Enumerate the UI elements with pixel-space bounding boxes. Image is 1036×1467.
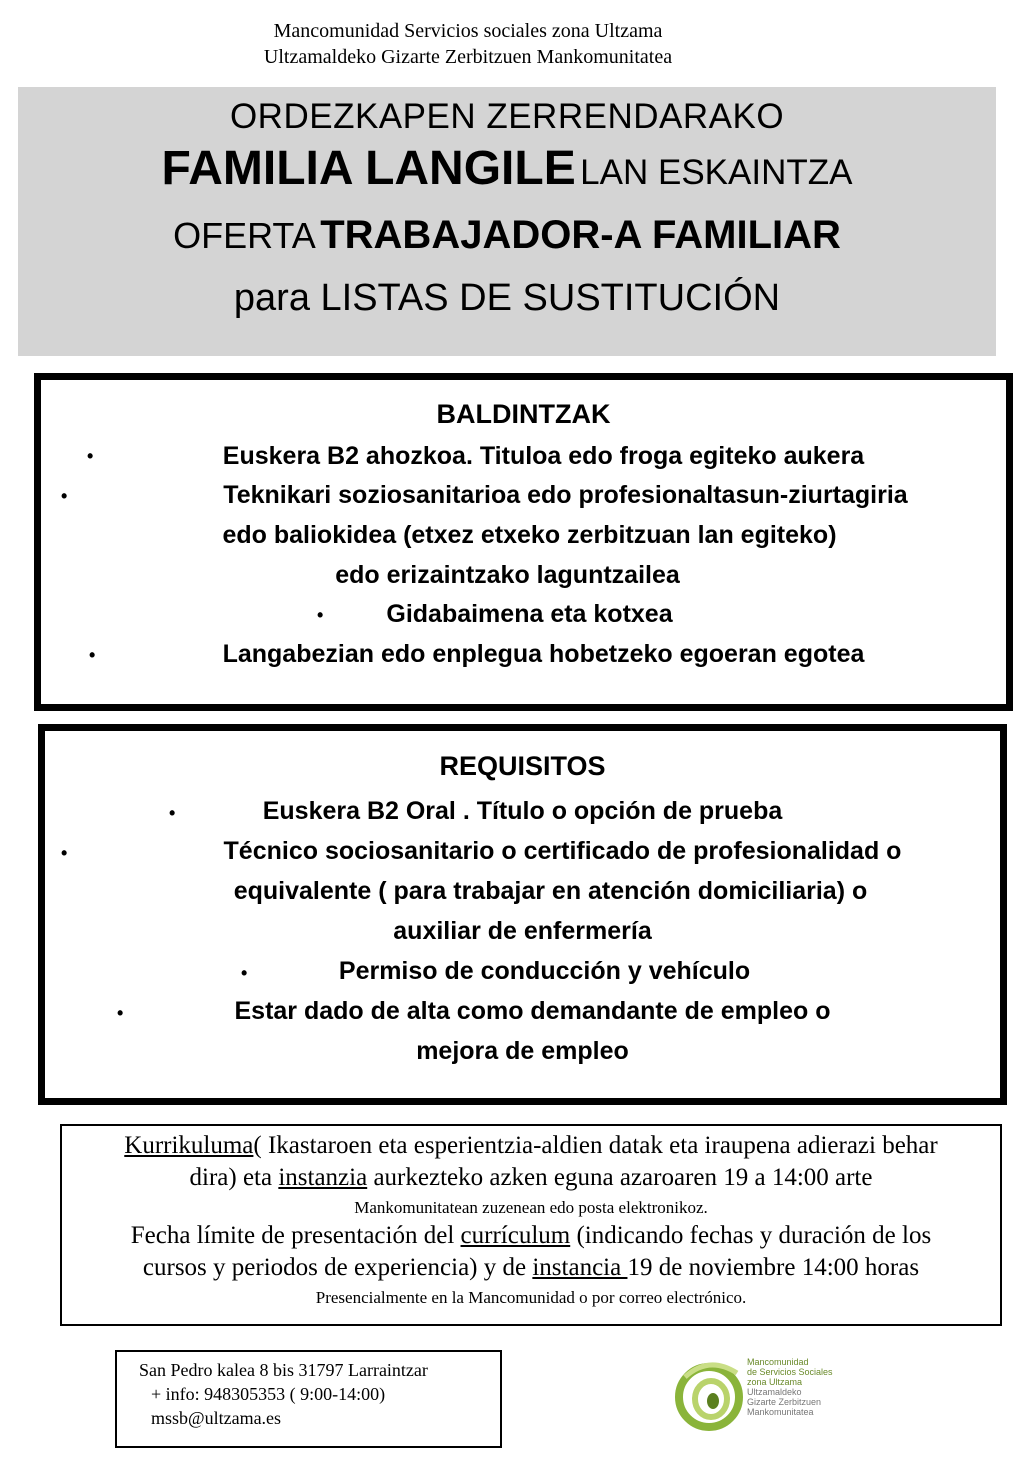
org-name-eu: Ultzamaldeko Gizarte Zerbitzuen Mankomunitatea (263, 46, 673, 68)
mancomunidad-logo (675, 1355, 855, 1435)
logo-text: Mancomunidad de Servicios Sociales zona Ultzama Ultzamaldeko Gizarte Zerbitzuen Mankomunitatea (747, 1357, 833, 1417)
bullet-icon: • (169, 803, 176, 823)
requisitos-item: Técnico sociosanitario o certificado de profesionalidad o (223, 837, 902, 865)
banner-offer-es: OFERTA (173, 215, 316, 256)
contact-email[interactable]: mssb@ultzama.es (151, 1408, 282, 1428)
cv-term-es: currículum (460, 1222, 571, 1249)
baldintzak-item: Euskera B2 ahozkoa. Tituloa edo froga egiteko aukera (222, 442, 865, 470)
contact-address: San Pedro kalea 8 bis 31797 Larraintzar (139, 1360, 428, 1380)
deadline-eu-note: Mankomunitatean zuzenean edo posta elektronikoz. (354, 1198, 708, 1217)
bullet-icon: • (89, 645, 96, 665)
requisitos-item: Euskera B2 Oral . Título o opción de prueba (262, 797, 783, 825)
banner-line-2 (18, 141, 996, 196)
baldintzak-item: Teknikari soziosanitarioa edo profesionaltasun-ziurtagiria (223, 481, 908, 509)
requisitos-title: REQUISITOS (439, 751, 606, 781)
baldintzak-item: Langabezian edo enplegua hobetzeko egoeran egotea (222, 640, 865, 668)
logo-swirl-icon (675, 1355, 749, 1435)
requisitos-item: mejora de empleo (416, 1037, 629, 1065)
requisitos-item: Permiso de conducción y vehículo (338, 957, 751, 985)
bullet-icon: • (61, 486, 68, 506)
cv-term-eu: Kurrikuluma (124, 1132, 254, 1159)
banner-offer-eu: LAN ESKAINTZA (580, 153, 853, 192)
banner-job-title-es: TRABAJADOR-A FAMILIAR (320, 213, 841, 257)
instance-term-eu: instanzia (278, 1164, 368, 1191)
requisitos-item: equivalente ( para trabajar en atención domiciliaria) o (233, 877, 868, 905)
title-banner (18, 87, 996, 356)
banner-job-title-eu: FAMILIA LANGILE (161, 142, 576, 195)
bullet-icon: • (61, 843, 68, 863)
organization-header (0, 18, 1036, 70)
instance-term-es: instancia (532, 1254, 628, 1281)
requisitos-item: auxiliar de enfermería (393, 917, 652, 945)
bullet-icon: • (87, 446, 94, 466)
deadline-es-line-1: Fecha límite de presentación del currículum (indicando fechas y duración de los (130, 1222, 932, 1249)
deadline-eu-line-2: dira) eta instanzia aurkezteko azken eguna azaroaren 19 a 14:00 arte (189, 1164, 873, 1191)
bullet-icon: • (241, 963, 248, 983)
requisitos-item: Estar dado de alta como demandante de empleo o (234, 997, 831, 1025)
contact-phone: + info: 948305353 ( 9:00-14:00) (151, 1384, 386, 1404)
baldintzak-box (34, 373, 1013, 711)
banner-line-3 (18, 213, 996, 258)
banner-line-4: para LISTAS DE SUSTITUCIÓN (233, 277, 781, 319)
deadline-es-line-2: cursos y periodos de experiencia) y de instancia 19 de noviembre 14:00 horas (142, 1254, 920, 1281)
contact-box (115, 1350, 502, 1448)
baldintzak-item: edo erizaintzako laguntzailea (335, 561, 680, 589)
baldintzak-item: Gidabaimena eta kotxea (386, 600, 673, 628)
baldintzak-title: BALDINTZAK (436, 399, 611, 429)
deadline-box (60, 1124, 1002, 1326)
bullet-icon: • (117, 1003, 124, 1023)
baldintzak-item: edo baliokidea (etxez etxeko zerbitzuan lan egiteko) (222, 521, 837, 549)
deadline-es-note: Presencialmente en la Mancomunidad o por correo electrónico. (315, 1288, 747, 1307)
requisitos-box (38, 724, 1007, 1105)
banner-line-1: ORDEZKAPEN ZERRENDARAKO (229, 97, 785, 136)
org-name-es: Mancomunidad Servicios sociales zona Ultzama (273, 20, 663, 42)
deadline-eu-line-1: Kurrikuluma( Ikastaroen eta esperientzia-aldien datak eta iraupena adierazi behar (124, 1132, 938, 1159)
bullet-icon: • (317, 605, 324, 625)
